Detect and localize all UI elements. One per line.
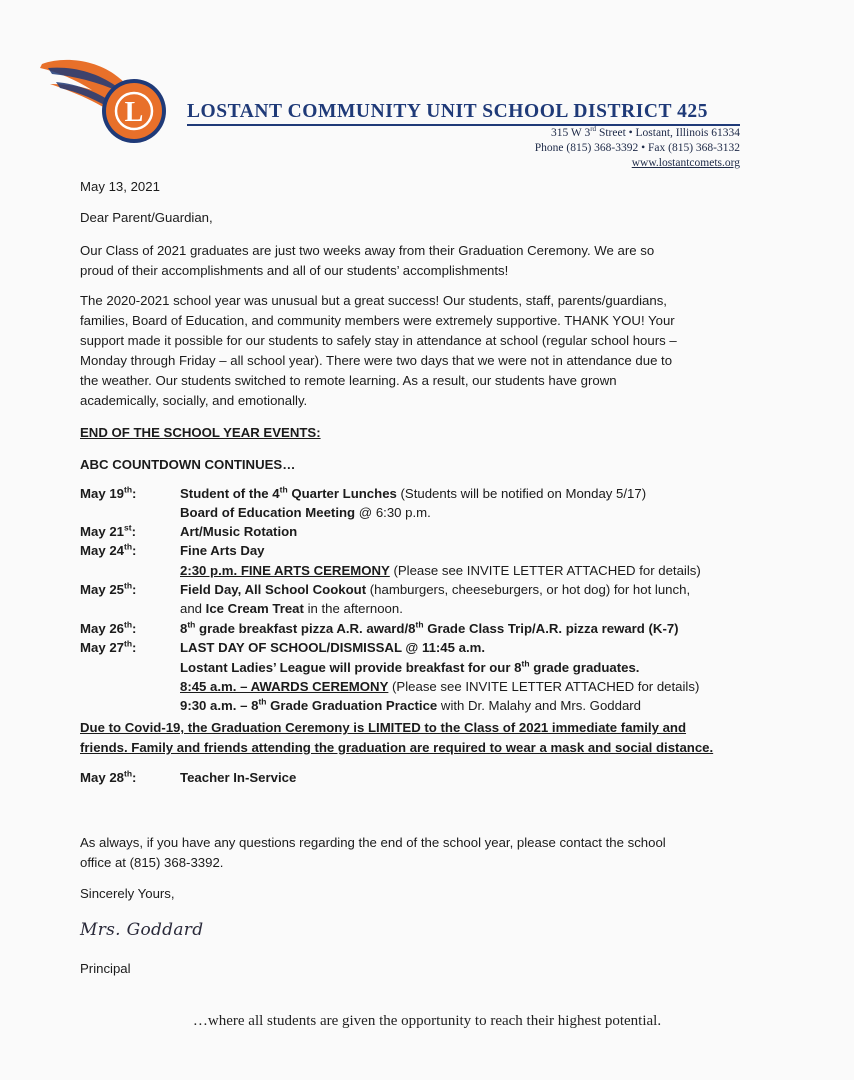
phone-fax: Phone (815) 368-3392 • Fax (815) 368-3132 bbox=[534, 142, 740, 154]
salutation: Dear Parent/Guardian, bbox=[80, 210, 213, 225]
countdown-heading: ABC COUNTDOWN CONTINUES… bbox=[80, 457, 296, 472]
event-line: Art/Music Rotation bbox=[180, 524, 298, 539]
street-address: 315 W 3rd Street • Lostant, Illinois 61334 bbox=[551, 125, 740, 139]
text-line: Our Class of 2021 graduates are just two weeks away from their Graduation Ceremony. We are so bbox=[80, 243, 655, 258]
text-line: support made it possible for our students to safely stay in attendance at school (regular school hours – bbox=[80, 333, 677, 348]
text-line: academically, socially, and emotionally. bbox=[80, 393, 308, 408]
events-heading: END OF THE SCHOOL YEAR EVENTS: bbox=[80, 425, 321, 440]
website-link[interactable]: www.lostantcomets.org bbox=[631, 157, 740, 169]
event-line: Field Day, All School Cookout (hamburgers, cheeseburgers, or hot dog) for hot lunch, bbox=[180, 582, 691, 597]
text-line: As always, if you have any questions regarding the end of the school year, please contact the school bbox=[80, 835, 666, 850]
event-date: May 24th: bbox=[80, 541, 137, 558]
event-line: Board of Education Meeting @ 6:30 p.m. bbox=[180, 505, 431, 520]
school-logo bbox=[36, 54, 186, 150]
event-date: May 28th: bbox=[80, 768, 137, 785]
event-line: 8:45 a.m. – AWARDS CEREMONY (Please see INVITE LETTER ATTACHED for details) bbox=[180, 679, 700, 694]
text-line: friends. Family and friends attending the graduation are required to wear a mask and social distance. bbox=[80, 740, 714, 755]
event-date: May 26th: bbox=[80, 619, 137, 636]
event-line: 2:30 p.m. FINE ARTS CEREMONY (Please see INVITE LETTER ATTACHED for details) bbox=[180, 563, 701, 578]
text-line: Due to Covid-19, the Graduation Ceremony is LIMITED to the Class of 2021 immediate family and bbox=[80, 720, 687, 735]
letter-date: May 13, 2021 bbox=[80, 179, 160, 194]
district-motto: …where all students are given the opportunity to reach their highest potential. bbox=[192, 1013, 662, 1029]
text-line: families, Board of Education, and community members were extremely supportive. THANK YOU! Your bbox=[80, 313, 675, 328]
event-line: Student of the 4th Quarter Lunches (Students will be notified on Monday 5/17) bbox=[180, 484, 647, 501]
event-line: 8th grade breakfast pizza A.R. award/8th Grade Class Trip/A.R. pizza reward (K-7) bbox=[180, 619, 679, 636]
text-line: Monday through Friday – all school year). There were two days that we were not in attendance due to bbox=[80, 353, 673, 368]
district-name: LOSTANT COMMUNITY UNIT SCHOOL DISTRICT 425 bbox=[187, 101, 708, 122]
event-line: Teacher In-Service bbox=[180, 770, 297, 785]
signature: Mrs. Goddard bbox=[80, 920, 204, 940]
text-line: the weather. Our students switched to remote learning. As a result, our students have grown bbox=[80, 373, 617, 388]
text-line: proud of their accomplishments and all of our students’ accomplishments! bbox=[80, 263, 509, 278]
event-date: May 27th: bbox=[80, 638, 137, 655]
text-line: The 2020-2021 school year was unusual but a great success! Our students, staff, parents/guardians, bbox=[80, 293, 667, 308]
event-line: LAST DAY OF SCHOOL/DISMISSAL @ 11:45 a.m. bbox=[180, 640, 486, 655]
logo-letter: L bbox=[124, 97, 144, 128]
event-line: and Ice Cream Treat in the afternoon. bbox=[180, 601, 403, 616]
event-date: May 19th: bbox=[80, 484, 137, 501]
event-date: May 25th: bbox=[80, 580, 137, 597]
event-line: Fine Arts Day bbox=[180, 543, 265, 558]
event-date: May 21st: bbox=[80, 522, 136, 539]
sign-off: Sincerely Yours, bbox=[80, 886, 175, 901]
signer-title: Principal bbox=[80, 961, 131, 976]
text-line: office at (815) 368-3392. bbox=[80, 855, 224, 870]
event-line: 9:30 a.m. – 8th Grade Graduation Practice with Dr. Malahy and Mrs. Goddard bbox=[180, 696, 642, 713]
event-line: Lostant Ladies’ League will provide breakfast for our 8th grade graduates. bbox=[180, 658, 640, 675]
